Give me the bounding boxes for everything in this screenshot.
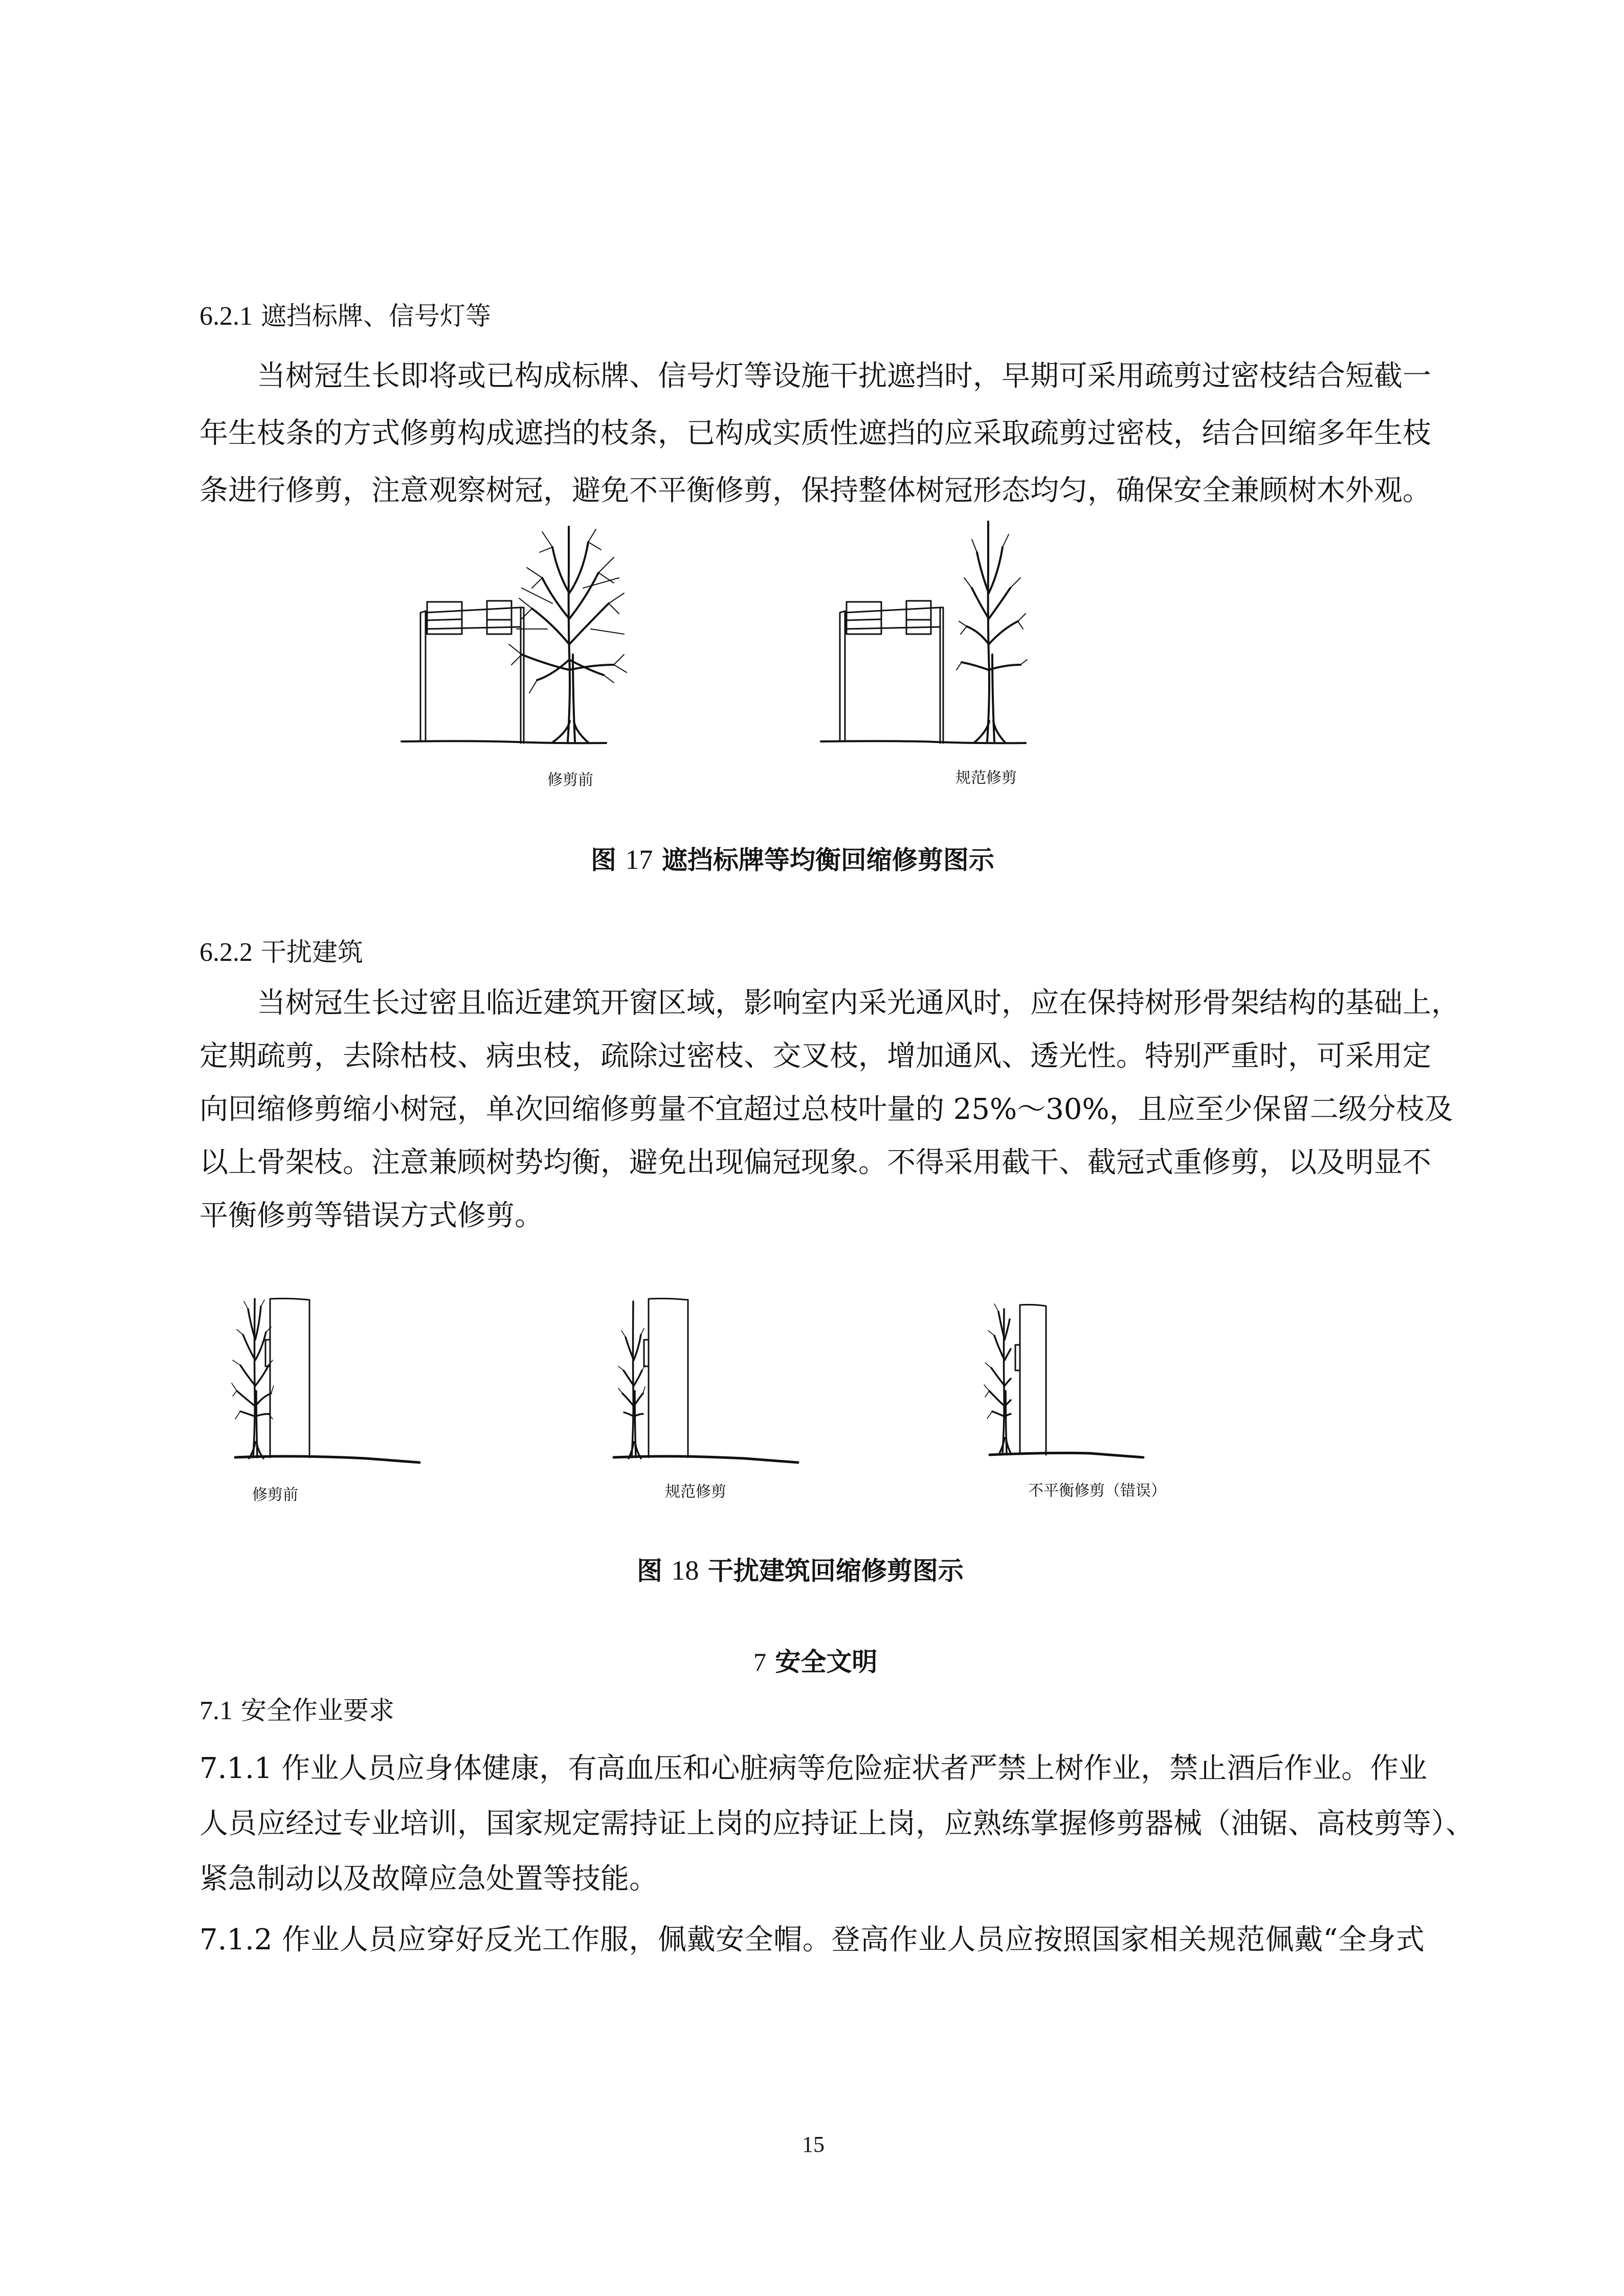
paragraph-line: 紧急制动以及故障应急处置等技能。: [199, 1862, 658, 1896]
paragraph-line: 当树冠生长即将或已构成标牌、信号灯等设施干扰遮挡时，早期可采用疏剪过密枝结合短截一: [257, 359, 1431, 393]
paragraph-line: 平衡修剪等错误方式修剪。: [199, 1199, 543, 1232]
paragraph-line: 条进行修剪，注意观察树冠，避免不平衡修剪，保持整体树冠形态均匀，确保安全兼顾树木外观。: [199, 474, 1431, 507]
figure-18-label-before: 修剪前: [252, 1486, 298, 1504]
paragraph-line: 年生枝条的方式修剪构成遮挡的枝条，已构成实质性遮挡的应采取疏剪过密枝，结合回缩多年生枝: [199, 417, 1431, 450]
section-title: 安全作业要求: [240, 1696, 394, 1725]
paragraph-line: 以上骨架枝。注意兼顾树势均衡，避免出现偏冠现象。不得采用截干、截冠式重修剪，以及明显不: [199, 1146, 1431, 1179]
section-heading-6-2-2: [199, 932, 363, 969]
paragraph-line: 向回缩修剪缩小树冠，单次回缩修剪量不宜超过总枝叶量的 25%～30%，且应至少保留二级分枝及: [199, 1093, 1453, 1126]
paragraph-6-2-1: [199, 348, 1431, 520]
chapter-heading-7: [753, 1641, 877, 1678]
figure-17-label-proper: 规范修剪: [955, 769, 1017, 787]
clause-7-1-2: [199, 1912, 1425, 1968]
section-heading-7-1: [199, 1690, 394, 1727]
section-title: 遮挡标牌、信号灯等: [260, 301, 491, 331]
figure-18-label-proper: 规范修剪: [665, 1483, 726, 1501]
paragraph-line: 人员应经过专业培训，国家规定需持证上岗的应持证上岗，应熟练掌握修剪器械（油锯、高枝剪等）、: [199, 1807, 1474, 1840]
caption-prefix: 图: [591, 845, 616, 875]
caption-text: 干扰建筑回缩修剪图示: [707, 1556, 964, 1586]
caption-text: 遮挡标牌等均衡回缩修剪图示: [661, 845, 994, 875]
caption-number: 17: [625, 844, 653, 875]
figure-17-label-before: 修剪前: [547, 771, 593, 789]
chapter-number: 7: [753, 1648, 766, 1676]
paragraph-line: 7.1.1 作业人员应身体健康，有高血压和心脏病等危险症状者严禁上树作业，禁止酒后作业。作业: [199, 1752, 1428, 1785]
paragraph-line: 定期疏剪，去除枯枝、病虫枝，疏除过密枝、交叉枝，增加通风、透光性。特别严重时，可采用定: [199, 1040, 1431, 1073]
figure-17-caption: [591, 840, 994, 876]
paragraph-6-2-2: [199, 977, 1460, 1243]
figure-17: [399, 527, 1151, 813]
paragraph-line: 当树冠生长过密且临近建筑开窗区域，影响室内采光通风时，应在保持树形骨架结构的基础上，: [257, 986, 1460, 1020]
section-number: 6.2.1: [199, 302, 253, 331]
chapter-title: 安全文明: [775, 1647, 878, 1677]
section-heading-6-2-1: [199, 296, 491, 332]
caption-prefix: 图: [637, 1556, 662, 1586]
figure-18: [233, 1289, 1409, 1534]
caption-number: 18: [671, 1555, 699, 1586]
page-number: 15: [802, 2132, 825, 2157]
figure-18-caption: [637, 1550, 964, 1587]
section-title: 干扰建筑: [260, 937, 363, 967]
section-number: 6.2.2: [199, 938, 253, 967]
clause-7-1-1: [199, 1741, 1474, 1907]
paragraph-line: 7.1.2 作业人员应穿好反光工作服，佩戴安全帽。登高作业人员应按照国家相关规范佩戴“全身式: [199, 1923, 1425, 1956]
figure-18-label-unbalanced: 不平衡修剪（错误）: [1028, 1482, 1166, 1500]
section-number: 7.1: [199, 1696, 233, 1725]
